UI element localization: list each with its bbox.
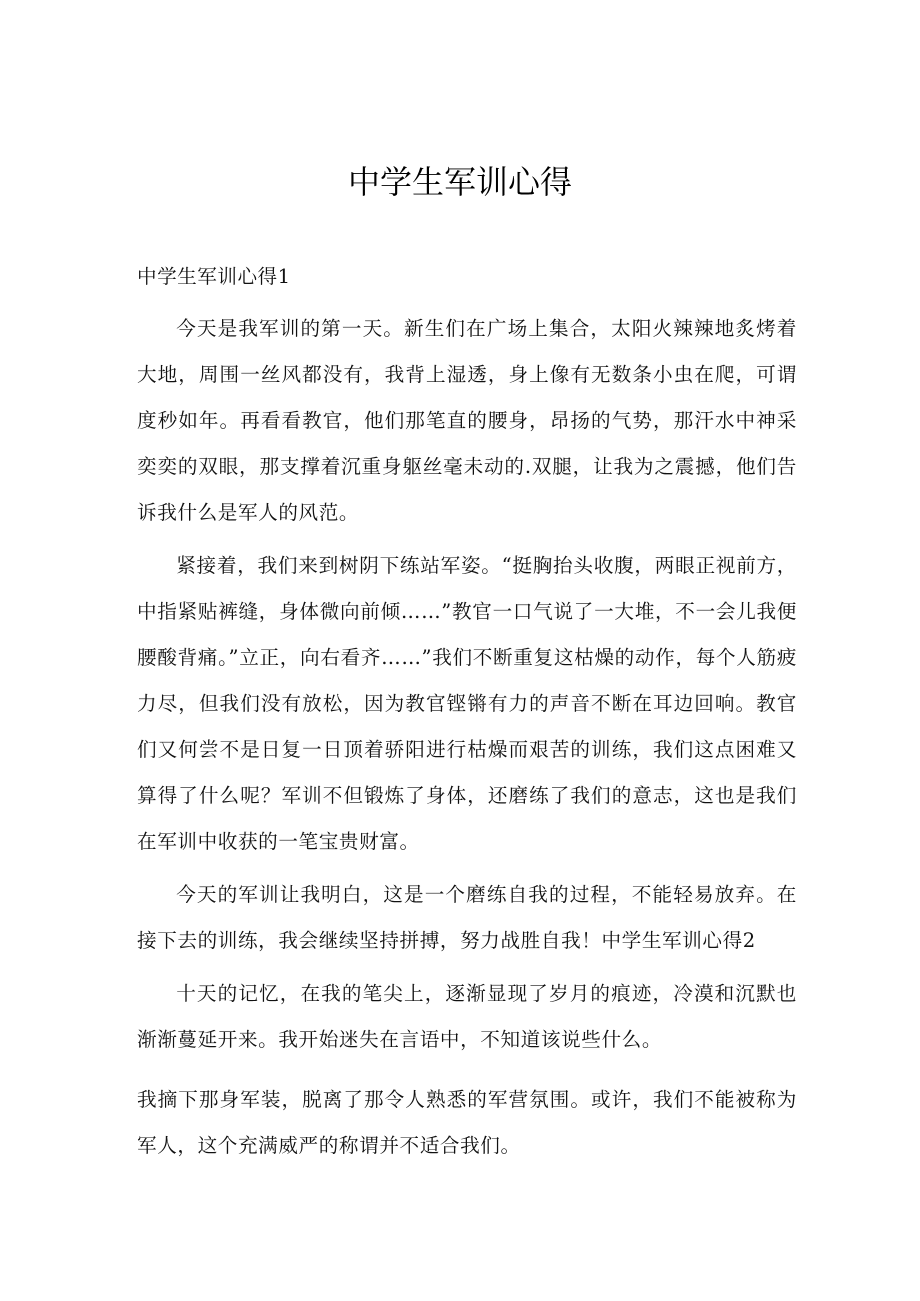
paragraph-5: 我摘下那身军装，脱离了那令人熟悉的军营氛围。或许，我们不能被称为军人，这个充满威严的称谓并不适合我们。 (137, 1088, 797, 1157)
paragraph-4: 十天的记忆，在我的笔尖上，逐渐显现了岁月的痕迹，冷漠和沉默也渐渐蔓延开来。我开始迷失在言语中，不知道该说些什么。 (137, 982, 797, 1051)
document-title: 中学生军训心得 (347, 163, 572, 201)
section-heading: 中学生军训心得1 (137, 265, 291, 288)
paragraph-3: 今天的军训让我明白，这是一个磨练自我的过程，不能轻易放弃。在接下去的训练，我会继续坚持拼搏，努力战胜自我！中学生军训心得2 (137, 883, 797, 952)
document-body (137, 254, 797, 1176)
paragraph-2: 紧接着，我们来到树阴下练站军姿。“挺胸抬头收腹，两眼正视前方，中指紧贴裤缝，身体微向前倾……”教官一口气说了一大堆，不一会儿我便腰酸背痛。”立正，向右看齐……”我们不断重复这枯燥的动作，每个人筋疲力尽，但我们没有放松，因为教官铿锵有力的声音不断在耳边回响。教官们又何尝不是日复一日顶着骄阳进行枯燥而艰苦的训练，我们这点困难又算得了什么呢？军训不但锻炼了身体，还磨练了我们的意志，这也是我们在军训中收获的一笔宝贵财富。 (137, 554, 797, 853)
paragraph-1: 今天是我军训的第一天。新生们在广场上集合，太阳火辣辣地炙烤着大地，周围一丝风都没有，我背上湿透，身上像有无数条小虫在爬，可谓度秒如年。再看看教官，他们那笔直的腰身，昂扬的气势，那汗水中神采奕奕的双眼，那支撑着沉重身躯丝毫未动的.双腿，让我为之震撼，他们告诉我什么是军人的风范。 (137, 317, 797, 524)
